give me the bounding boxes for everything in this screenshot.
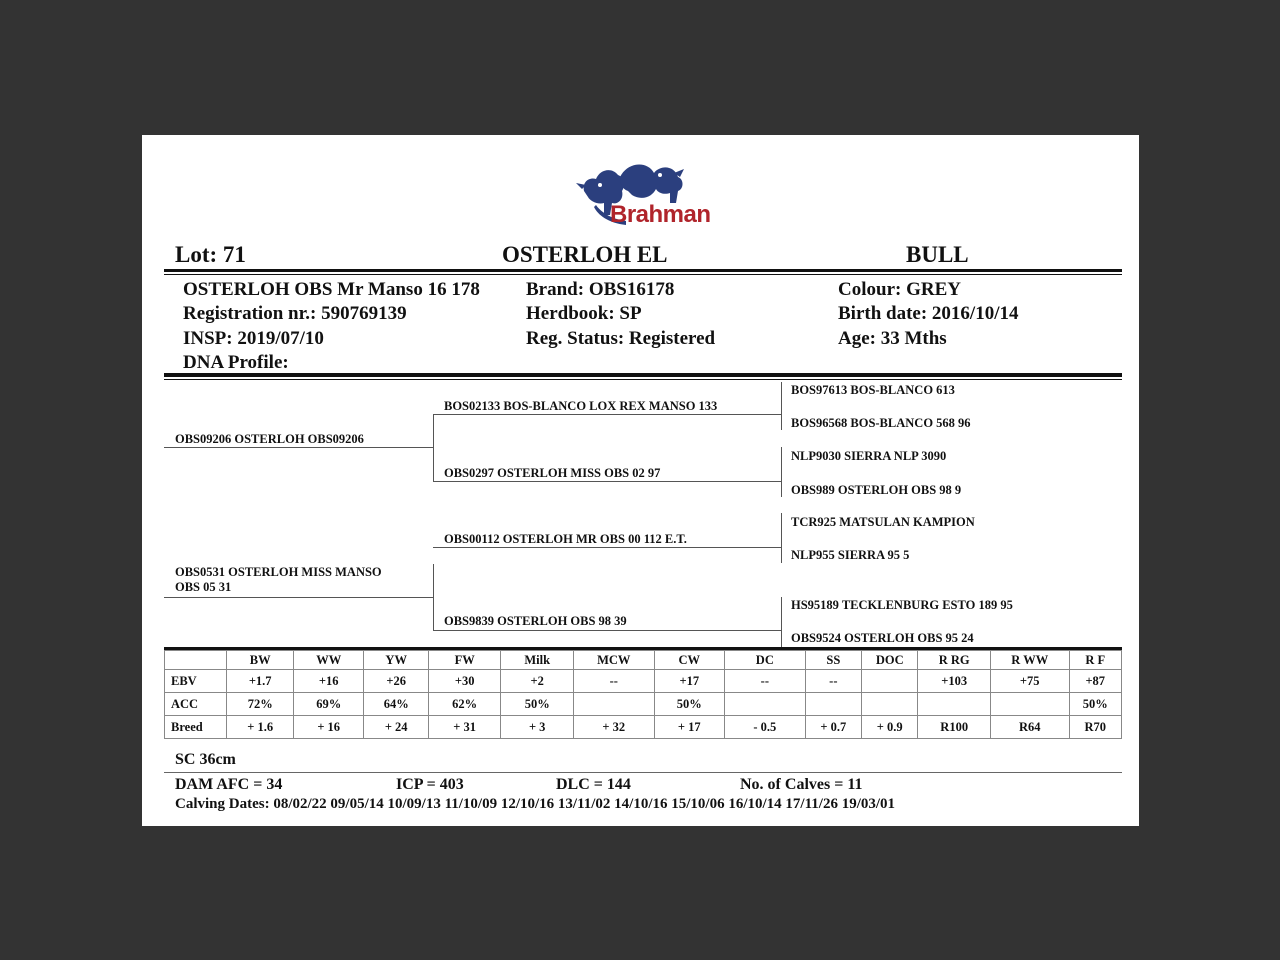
pedigree-dam-line1: OBS0531 OSTERLOH MISS MANSO bbox=[175, 565, 382, 579]
pedigree-connector bbox=[433, 564, 434, 631]
ebv-cell: 72% bbox=[227, 693, 293, 716]
ebv-cell: + 16 bbox=[293, 716, 364, 739]
header-rule-thin bbox=[164, 274, 1122, 275]
ebv-cell: R64 bbox=[990, 716, 1069, 739]
ebv-cell: + 17 bbox=[654, 716, 725, 739]
ebv-cell: - 0.5 bbox=[725, 716, 806, 739]
ebv-cell: +2 bbox=[501, 670, 574, 693]
ebv-cell: +17 bbox=[654, 670, 725, 693]
pedigree-ggen-2: BOS96568 BOS-BLANCO 568 96 bbox=[791, 416, 971, 430]
ebv-cell bbox=[862, 693, 918, 716]
pedigree-ggen-7: HS95189 TECKLENBURG ESTO 189 95 bbox=[791, 598, 1013, 612]
pedigree-ggen-8: OBS9524 OSTERLOH OBS 95 24 bbox=[791, 631, 974, 645]
pedigree-ggen-4: OBS989 OSTERLOH OBS 98 9 bbox=[791, 483, 962, 497]
dna-profile: DNA Profile: bbox=[183, 352, 289, 373]
ebv-cell: +1.7 bbox=[227, 670, 293, 693]
header-rule bbox=[164, 269, 1122, 272]
ebv-cell: 50% bbox=[654, 693, 725, 716]
pedigree-line bbox=[433, 630, 781, 631]
ebv-cell: + 31 bbox=[428, 716, 501, 739]
brahman-logo-text: Brahman bbox=[610, 201, 711, 228]
lot-value: 71 bbox=[222, 242, 246, 267]
ebv-cell: + 3 bbox=[501, 716, 574, 739]
ebv-cell: -- bbox=[805, 670, 861, 693]
ebv-column-header: YW bbox=[364, 651, 428, 670]
age: Age: 33 Mths bbox=[838, 328, 947, 349]
ebv-cell: 69% bbox=[293, 693, 364, 716]
pedigree-sire-sire: BOS02133 BOS-BLANCO LOX REX MANSO 133 bbox=[444, 399, 718, 413]
ebv-cell: +103 bbox=[918, 670, 991, 693]
dam-afc: DAM AFC = 34 bbox=[175, 776, 283, 793]
pedigree-line bbox=[164, 597, 433, 598]
ebv-column-header: CW bbox=[654, 651, 725, 670]
ebv-row bbox=[165, 693, 1122, 716]
pedigree-dam-line2: OBS 05 31 bbox=[175, 580, 232, 594]
pedigree-connector bbox=[781, 513, 782, 563]
ebv-cell: +87 bbox=[1069, 670, 1121, 693]
pedigree-sire: OBS09206 OSTERLOH OBS09206 bbox=[175, 432, 364, 446]
ebv-cell: +75 bbox=[990, 670, 1069, 693]
ebv-column-header bbox=[165, 651, 227, 670]
ebv-cell: -- bbox=[573, 670, 654, 693]
ebv-cell: +26 bbox=[364, 670, 428, 693]
ebv-column-header: FW bbox=[428, 651, 501, 670]
lot-number bbox=[175, 242, 246, 268]
pedigree-line bbox=[433, 547, 781, 548]
ebv-cell: + 32 bbox=[573, 716, 654, 739]
pedigree-ggen-3: NLP9030 SIERRA NLP 3090 bbox=[791, 449, 947, 463]
number-of-calves: No. of Calves = 11 bbox=[740, 776, 863, 793]
ebv-cell: 64% bbox=[364, 693, 428, 716]
pedigree-dam-dam: OBS9839 OSTERLOH OBS 98 39 bbox=[444, 614, 627, 628]
breeder-name: OSTERLOH EL bbox=[502, 242, 668, 267]
animal-sex: BULL bbox=[906, 242, 969, 267]
pedigree-line bbox=[164, 447, 433, 448]
ebv-column-header: Milk bbox=[501, 651, 574, 670]
ebv-cell: + 24 bbox=[364, 716, 428, 739]
ebv-cell: +30 bbox=[428, 670, 501, 693]
ebv-row-label: EBV bbox=[165, 670, 227, 693]
ebv-column-header: WW bbox=[293, 651, 364, 670]
pedigree-connector bbox=[781, 447, 782, 497]
dlc: DLC = 144 bbox=[556, 776, 631, 793]
registration-status: Reg. Status: Registered bbox=[526, 328, 716, 349]
pedigree-ggen-6: NLP955 SIERRA 95 5 bbox=[791, 548, 910, 562]
ebv-row bbox=[165, 670, 1122, 693]
ebv-cell: + 0.7 bbox=[805, 716, 861, 739]
ebv-row-label: Breed bbox=[165, 716, 227, 739]
ebv-cell bbox=[725, 693, 806, 716]
ebv-cell bbox=[862, 670, 918, 693]
ebv-column-header: R F bbox=[1069, 651, 1121, 670]
pedigree-connector bbox=[433, 414, 434, 481]
ebv-cell: R100 bbox=[918, 716, 991, 739]
ebv-cell bbox=[805, 693, 861, 716]
inspection-date: INSP: 2019/07/10 bbox=[183, 328, 324, 349]
birth-date: Birth date: 2016/10/14 bbox=[838, 303, 1019, 324]
pedigree-connector bbox=[781, 597, 782, 647]
info-rule bbox=[164, 373, 1122, 377]
ebv-cell: R70 bbox=[1069, 716, 1121, 739]
ebv-cell bbox=[573, 693, 654, 716]
ebv-cell: + 1.6 bbox=[227, 716, 293, 739]
ebv-cell bbox=[990, 693, 1069, 716]
ebv-table bbox=[164, 650, 1122, 739]
pedigree-sire-dam: OBS0297 OSTERLOH MISS OBS 02 97 bbox=[444, 466, 661, 480]
info-rule-thin bbox=[164, 379, 1122, 380]
ebv-cell bbox=[918, 693, 991, 716]
pedigree-line bbox=[433, 414, 781, 415]
auction-lot-card bbox=[142, 135, 1139, 826]
colour: Colour: GREY bbox=[838, 279, 961, 300]
footer-rule bbox=[164, 772, 1122, 773]
ebv-cell: +16 bbox=[293, 670, 364, 693]
herdbook: Herdbook: SP bbox=[526, 303, 642, 324]
ebv-column-header: MCW bbox=[573, 651, 654, 670]
icp: ICP = 403 bbox=[396, 776, 464, 793]
ebv-column-header: DC bbox=[725, 651, 806, 670]
animal-name: OSTERLOH OBS Mr Manso 16 178 bbox=[183, 279, 480, 300]
pedigree-ggen-1: BOS97613 BOS-BLANCO 613 bbox=[791, 383, 955, 397]
ebv-cell: -- bbox=[725, 670, 806, 693]
ebv-cell: 50% bbox=[1069, 693, 1121, 716]
ebv-column-header: SS bbox=[805, 651, 861, 670]
pedigree-dam bbox=[175, 565, 382, 595]
ebv-column-header: BW bbox=[227, 651, 293, 670]
ebv-row-label: ACC bbox=[165, 693, 227, 716]
ebv-cell: + 0.9 bbox=[862, 716, 918, 739]
ebv-row bbox=[165, 716, 1122, 739]
lot-label: Lot: bbox=[175, 242, 218, 267]
calving-dates: Calving Dates: 08/02/22 09/05/14 10/09/13 11/10/09 12/10/16 13/11/02 14/10/16 15/10/06 16/10/14 17/11/26 19/03/01 bbox=[175, 796, 896, 812]
ebv-column-header: R RG bbox=[918, 651, 991, 670]
pedigree-ggen-5: TCR925 MATSULAN KAMPION bbox=[791, 515, 975, 529]
pedigree-line bbox=[433, 481, 781, 482]
brand: Brand: OBS16178 bbox=[526, 279, 675, 300]
pedigree-connector bbox=[781, 382, 782, 430]
ebv-header-row bbox=[165, 651, 1122, 670]
ebv-column-header: DOC bbox=[862, 651, 918, 670]
pedigree-dam-sire: OBS00112 OSTERLOH MR OBS 00 112 E.T. bbox=[444, 532, 687, 546]
ebv-cell: 50% bbox=[501, 693, 574, 716]
scrotal-circumference: SC 36cm bbox=[175, 751, 236, 768]
registration-number: Registration nr.: 590769139 bbox=[183, 303, 407, 324]
ebv-column-header: R WW bbox=[990, 651, 1069, 670]
ebv-cell: 62% bbox=[428, 693, 501, 716]
